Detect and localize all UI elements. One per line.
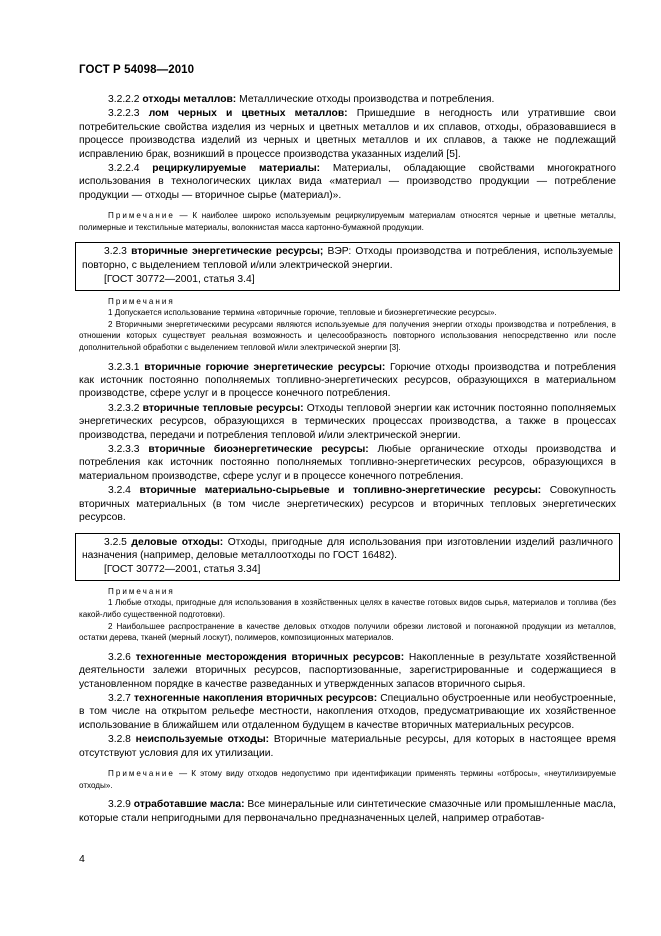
clause-number: 3.2.3: [104, 246, 127, 258]
clause-3-2-8: [79, 733, 616, 760]
clause-3-2-3: [82, 245, 613, 272]
clause-term: вторичные материально-сырьевые и топливно-энергетические ресурсы:: [139, 485, 542, 497]
clause-text: Отходы, пригодные для использования при изготовлении изделий различного назначения (например, деловые металлоотходы по ГОСТ 16482).: [82, 536, 613, 561]
clause-text: Совокупность вторичных материальных (в том числе энергетических) ресурсов и вторичных тепловых энергетических ресурсов.: [79, 485, 616, 524]
note-unused-waste: [79, 768, 616, 791]
clause-text: Специально обустроенные или необустроенные, в том числе на открытом рельефе местности, накопления отходов, предусматривающие их хозяйственное использование в ближайшем или отдаленном будущем в качестве вторичных материальных ресурсов.: [79, 692, 616, 731]
note-text: — К этому виду отходов недопустимо при идентификации применять термины «отбросы», «неутилизируемые отходы».: [79, 768, 616, 790]
clause-number: 3.2.3.2: [108, 402, 140, 414]
note-recyclable-materials: [79, 210, 616, 233]
clause-3-2-3-2: [79, 402, 616, 442]
clause-number: 3.2.9: [108, 799, 131, 811]
clause-text: Отходы тепловой энергии как источник постоянно пополняемых энергетических ресурсов, образующихся в термических процессах производства, а также в процессах производства, передачи и потребления тепловой и/или электрической энергии.: [79, 402, 616, 441]
standard-reference: [ГОСТ 30772—2001, статья 3.4]: [104, 274, 255, 286]
note-item-1: 1 Любые отходы, пригодные для использования в хозяйственных целях в качестве готовых видов сырья, материалов и топлива (без какой-либо существенной подготовки).: [79, 598, 616, 619]
clause-text: Накопленные в результате хозяйственной деятельности залежи вторичных ресурсов, паспортизованные, зарегистрированные и содержащиеся в установленном порядке в качестве разведанных и утвержденных запасов вторичного сырья.: [79, 651, 616, 690]
note-label: Примечание: [108, 768, 175, 778]
notes-label: Примечания: [108, 586, 175, 596]
notes-label: Примечания: [108, 296, 175, 306]
clause-3-2-2-2: [79, 93, 616, 106]
clause-3-2-2-4: [79, 162, 616, 202]
clause-number: 3.2.3.3: [108, 444, 140, 456]
clause-number: 3.2.2.4: [108, 163, 140, 175]
definition-box-3-2-3: [75, 242, 620, 290]
clause-text: Металлические отходы производства и потребления.: [239, 94, 495, 105]
clause-number: 3.2.6: [108, 651, 131, 663]
clause-number: 3.2.2.2: [108, 94, 140, 105]
clause-3-2-3-3: [79, 443, 616, 483]
clause-term: неиспользуемые отходы:: [135, 734, 270, 746]
document-header: ГОСТ Р 54098—2010: [79, 64, 195, 76]
clause-3-2-7: [79, 692, 616, 732]
note-item-2: 2 Вторичными энергетическими ресурсами являются используемые для получения энергии отходы производства и потребления, в отношении которых существует реальная возможность и целесообразность повторного использования непосредственно или после дополнительной обработки с выделением тепловой и/или электрической энергии [3].: [79, 319, 616, 353]
definition-box-3-2-5: [75, 533, 620, 581]
clause-3-2-2-3: [79, 107, 616, 161]
clause-text: ВЭР: Отходы производства и потребления, используемые повторно, с выделением тепловой и/или электрической энергии.: [82, 246, 613, 271]
note-item-2: 2 Наибольшее распространение в качестве деловых отходов получили обрезки листовой и погонажной продукции из металлов, остатки дерева, тканей (мерный лоскут), полимеров, композиционных материалов.: [79, 621, 616, 643]
clause-text: Горючие отходы производства и потребления как источник постоянно пополняемых топливно-энергетических ресурсов, образующихся в материальном производстве, сфере услуг и в процессе конечного потребления.: [79, 361, 616, 400]
page-number: 4: [79, 853, 85, 865]
clause-text: Все минеральные или синтетические смазочные или промышленные масла, которые стали непригодными для первоначально предназначенных целей, например отработав-: [79, 799, 616, 824]
note-label: Примечание: [108, 211, 175, 221]
clause-term: техногенные накопления вторичных ресурсов:: [133, 692, 378, 704]
clause-3-2-9: [79, 798, 616, 825]
document-body: [79, 93, 616, 826]
clause-text: Материалы, обладающие свойствами многократного использования в технологических циклах вида «материал — производство продукции — потребление продукции — отходы — вторичное сырье (материал)».: [79, 163, 616, 201]
standard-reference: [ГОСТ 30772—2001, статья 3.34]: [104, 564, 261, 576]
clause-number: 3.2.8: [108, 734, 131, 746]
clause-3-2-4: [79, 484, 616, 524]
clause-term: вторичные биоэнергетические ресурсы:: [148, 444, 369, 456]
clause-number: 3.2.7: [108, 692, 131, 704]
clause-term: вторичные тепловые ресурсы:: [142, 402, 304, 414]
clause-term: отработавшие масла:: [133, 799, 245, 811]
clause-term: вторичные горючие энергетические ресурсы:: [144, 361, 386, 373]
clause-3-2-5: [82, 536, 613, 563]
note-item-1: 1 Допускается использование термина «вторичные горючие, тепловые и биоэнергетические ресурсы».: [108, 308, 497, 318]
clause-text: Любые органические отходы производства и потребления как источник постоянно пополняемых топливно-энергетических ресурсов, образующихся в материальном производстве, сфере услуг и в процессе конечного потребления.: [79, 444, 616, 482]
clause-term: вторичные энергетические ресурсы;: [131, 246, 324, 258]
clause-term: деловые отходы:: [131, 536, 224, 548]
clause-term: лом черных и цветных металлов:: [148, 108, 348, 120]
note-text: — К наиболее широко используемым рециркулируемым материалам относятся черные и цветные металлы, полимерные и текстильные материалы, волокнистая масса картонно-бумажной продукции.: [79, 211, 616, 232]
clause-term: отходы металлов:: [142, 94, 237, 105]
clause-number: 3.2.4: [108, 485, 131, 497]
clause-3-2-3-1: [79, 361, 616, 401]
clause-number: 3.2.3.1: [108, 361, 140, 373]
clause-term: техногенные месторождения вторичных ресурсов:: [135, 651, 405, 663]
clause-number: 3.2.5: [104, 536, 127, 548]
clause-term: рециркулируемые материалы:: [152, 163, 321, 175]
clause-text: Пришедшие в негодность или утратившие свои потребительские свойства изделия из черных и цветных металлов и их сплавов, отходы, образовавшиеся в процессе производства изделий из черных и цветных металлов и их сплавов, а также не подлежащий исправлению брак, возникший в процессе производства указанных изделий [5].: [79, 108, 616, 160]
clause-text: Вторичные материальные ресурсы, для которых в настоящее время отсутствуют условия для их утилизации.: [79, 734, 616, 759]
clause-number: 3.2.2.3: [108, 108, 140, 120]
clause-3-2-6: [79, 651, 616, 691]
